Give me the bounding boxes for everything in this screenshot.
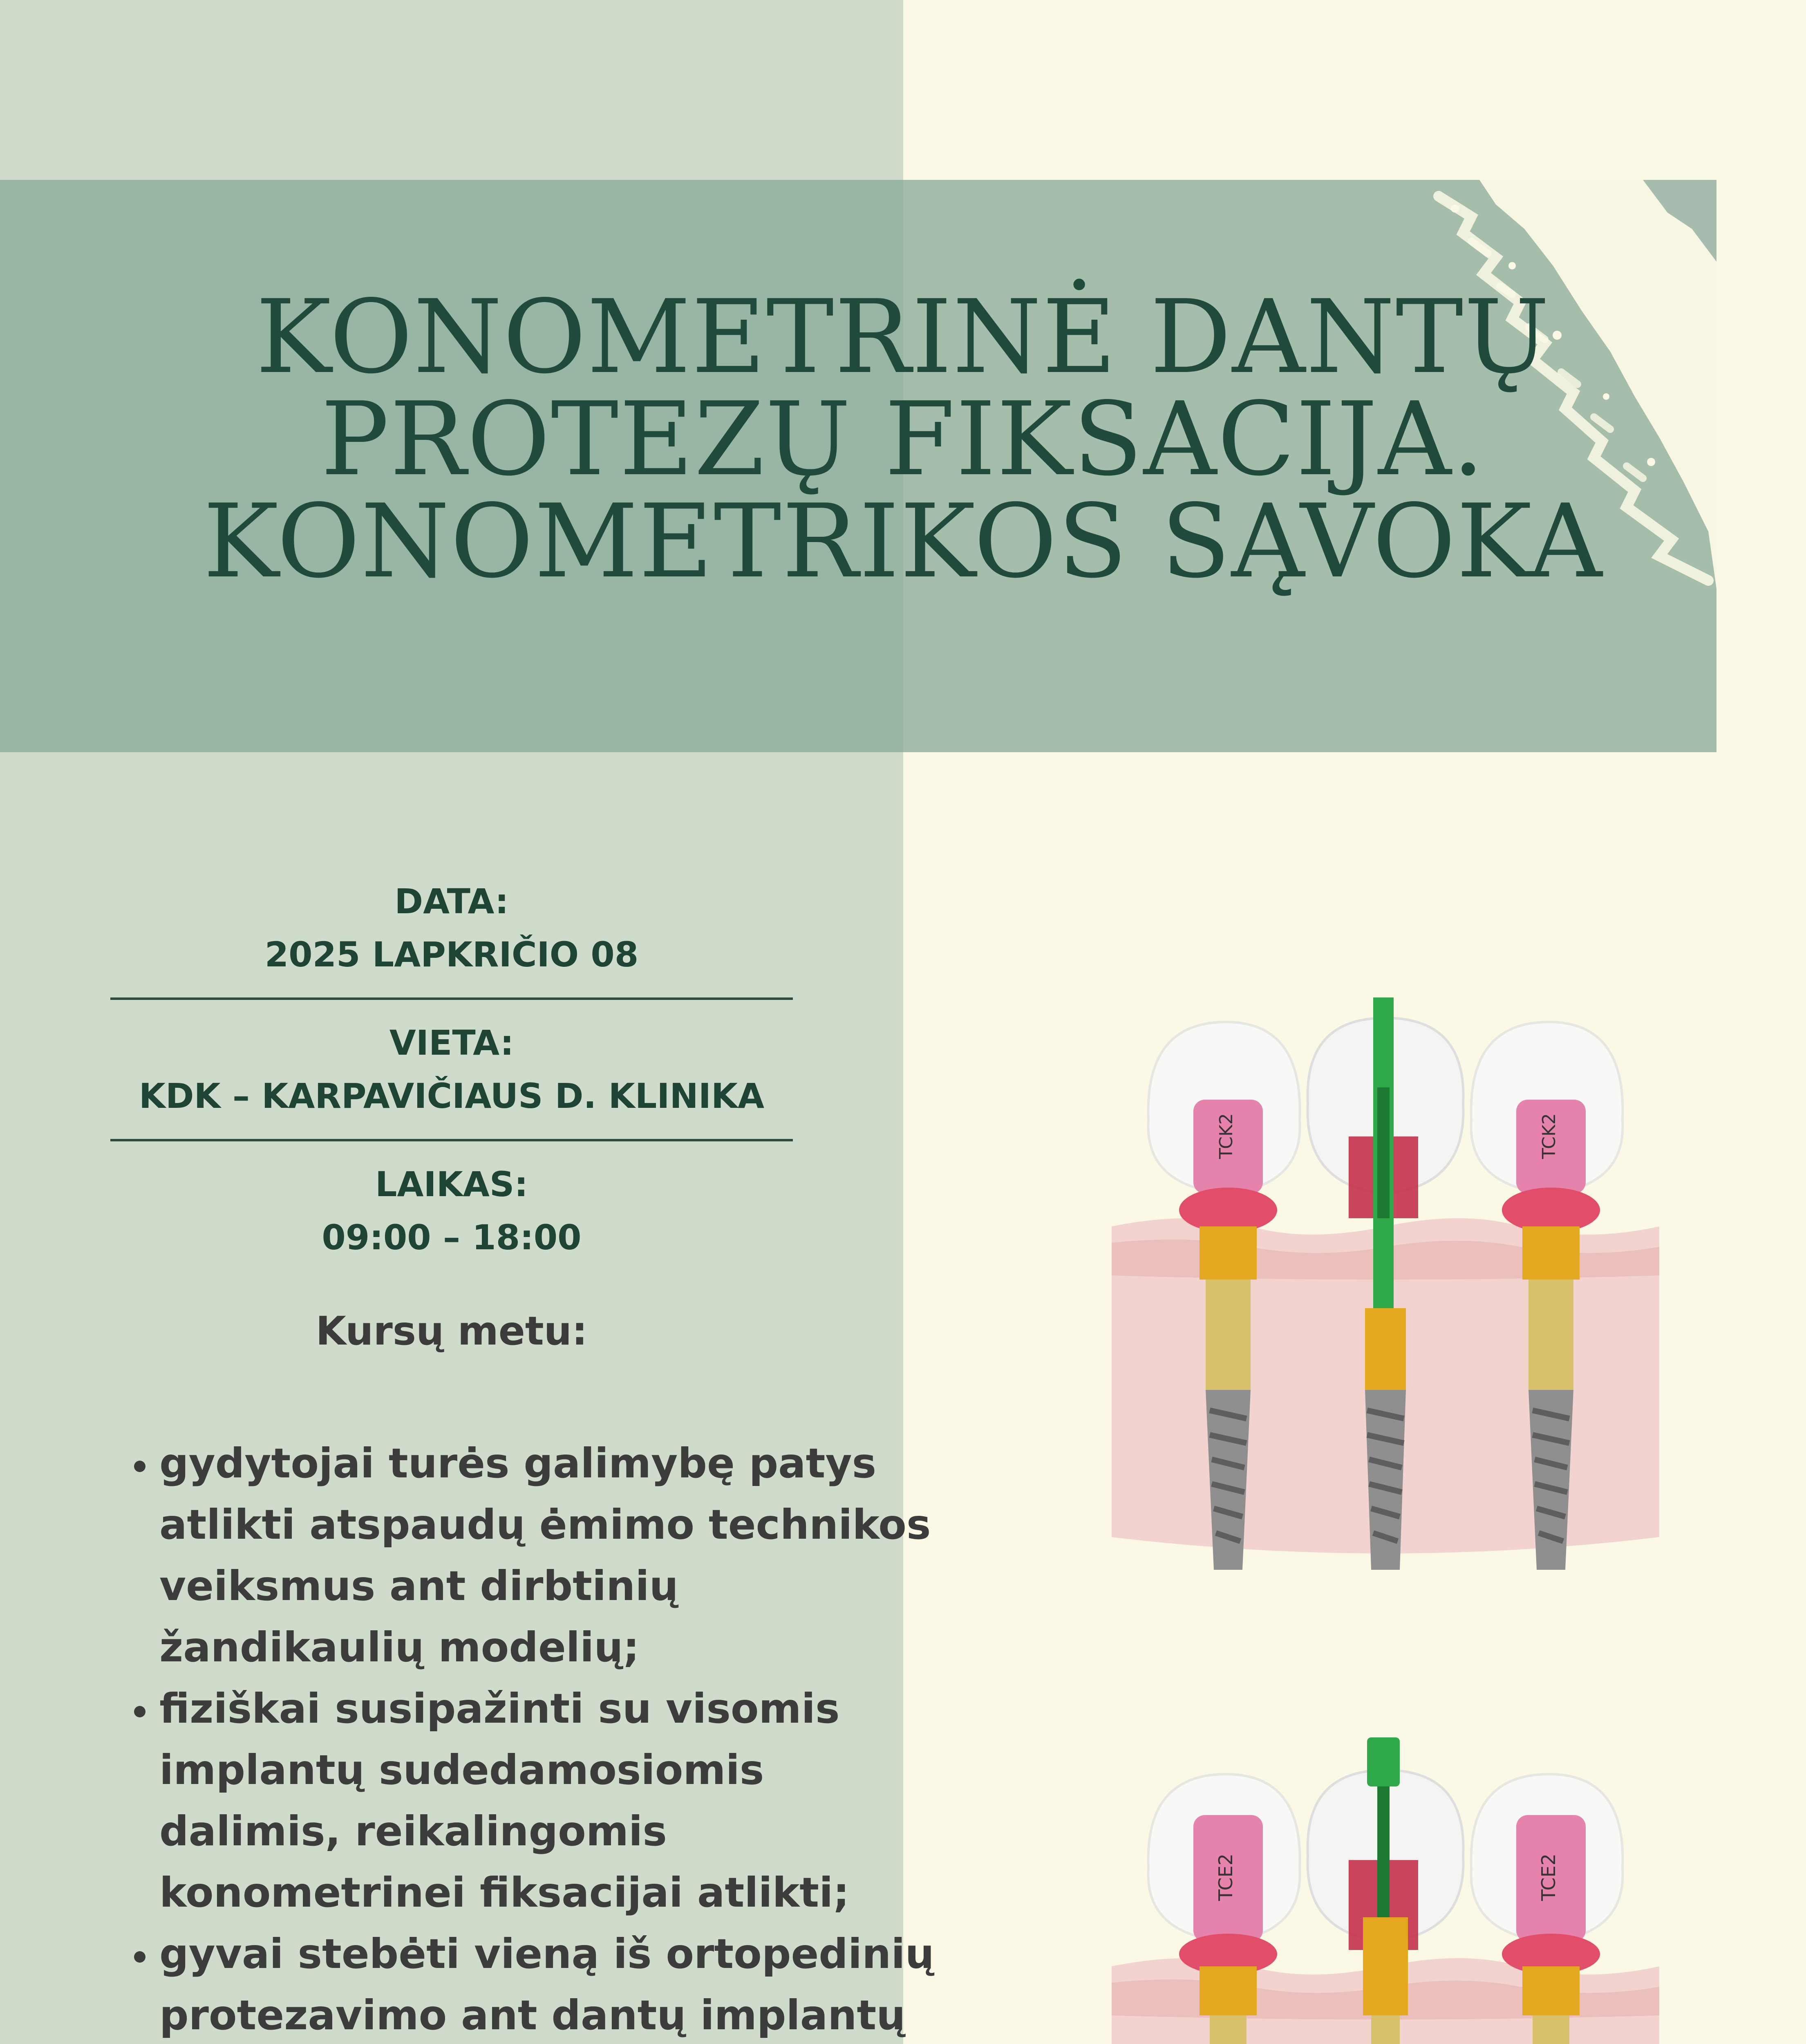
implant-illustration-top-graphic	[1112, 997, 1659, 1619]
time-label: LAIKAS:	[375, 1164, 528, 1204]
bottom-label-left: TCE2	[1215, 1853, 1237, 1901]
top-label-right: TCK2	[1539, 1113, 1560, 1159]
event-info	[110, 867, 793, 1272]
title-line-1: KONOMETRINĖ DANTŲ	[255, 278, 1551, 396]
time-value: 09:00 – 18:00	[322, 1217, 582, 1257]
divider	[110, 1139, 793, 1141]
title-line-2: PROTEZŲ FIKSACIJA.	[321, 381, 1485, 498]
place-value: KDK – KARPAVIČIAUS D. KLINIKA	[139, 1076, 765, 1116]
implant-illustration-bottom-graphic	[1112, 1737, 1659, 2044]
implant-illustration-bottom	[1112, 1737, 1659, 2044]
date-label: DATA:	[394, 881, 509, 921]
title-line-3: KONOMETRIKOS SĄVOKA	[203, 483, 1603, 601]
bottom-label-right: TCE2	[1537, 1853, 1560, 1901]
time-block	[110, 1150, 793, 1272]
place-label: VIETA:	[389, 1023, 514, 1063]
divider	[110, 997, 793, 1000]
implant-illustration-top	[1112, 997, 1659, 1619]
course-list	[110, 1433, 936, 2044]
page-title	[0, 278, 1806, 601]
top-label-left: TCK2	[1216, 1113, 1237, 1159]
list-item: • gyvai stebėti vieną iš ortopedinių protezavimo ant dantų implantų	[159, 1923, 936, 2044]
course-heading: Kursų metu:	[316, 1308, 588, 1354]
place-block	[110, 1008, 793, 1131]
list-item: • fiziškai susipažinti su visomis implantų sudedamosiomis dalimis, reikalingomis konometrinei fiksacijai atlikti;	[159, 1678, 936, 1923]
date-value: 2025 LAPKRIČIO 08	[264, 935, 639, 975]
date-block	[110, 867, 793, 989]
list-item: • gydytojai turės galimybę patys atlikti atspaudų ėmimo technikos veiksmus ant dirbtinių žandikaulių modelių;	[159, 1433, 936, 1678]
